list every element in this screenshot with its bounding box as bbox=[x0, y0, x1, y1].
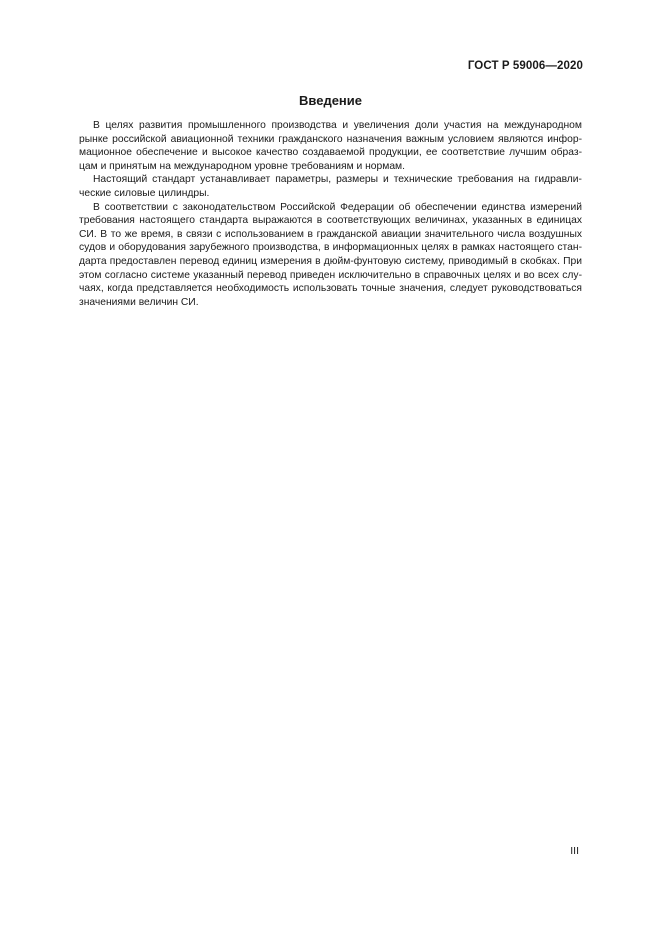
text-line: СИ. В то же время, в связи с использованием в гражданской авиации значительного числа воздушных bbox=[79, 228, 582, 240]
section-title: Введение bbox=[299, 93, 362, 108]
text-line: значениями величин СИ. bbox=[79, 296, 199, 308]
standard-code: ГОСТ Р 59006—2020 bbox=[467, 60, 583, 72]
paragraph-3 bbox=[79, 201, 582, 310]
text-line: судов и оборудования зарубежного производства, в информационных целях в рамках настоящего стан- bbox=[79, 242, 582, 254]
text-line: мационное обеспечение и высокое качество создаваемой продукции, ее соответствие лучшим образ- bbox=[79, 147, 582, 159]
paragraph-2 bbox=[79, 173, 582, 200]
text-line: чаях, когда представляется необходимость использовать точные значения, следует руководствоваться bbox=[79, 283, 582, 295]
text-line: дарта предоставлен перевод единиц измерения в дюйм-фунтовую систему, приводимый в скобках. При bbox=[79, 255, 582, 267]
page-number: III bbox=[570, 845, 579, 857]
text-line: требования настоящего стандарта выражаются в соответствующих величинах, указанных в единицах bbox=[79, 215, 582, 227]
text-line: цам и принятым на международном уровне требованиям и нормам. bbox=[79, 160, 406, 172]
text-line: Настоящий стандарт устанавливает параметры, размеры и технические требования на гидравли- bbox=[93, 174, 582, 186]
text-line: этом согласно системе указанный перевод приведен исключительно в справочных целях и во всех слу- bbox=[79, 269, 582, 281]
text-line: рынке российской авиационной техники гражданского назначения важным условием являются инфор- bbox=[79, 133, 582, 145]
body-text bbox=[79, 119, 582, 309]
paragraph-1 bbox=[79, 119, 582, 173]
text-line: В целях развития промышленного производства и увеличения доли участия на международном bbox=[93, 120, 582, 131]
text-line: ческие силовые цилиндры. bbox=[79, 187, 210, 199]
text-line: В соответствии с законодательством Российской Федерации об обеспечении единства измерений bbox=[93, 201, 582, 213]
